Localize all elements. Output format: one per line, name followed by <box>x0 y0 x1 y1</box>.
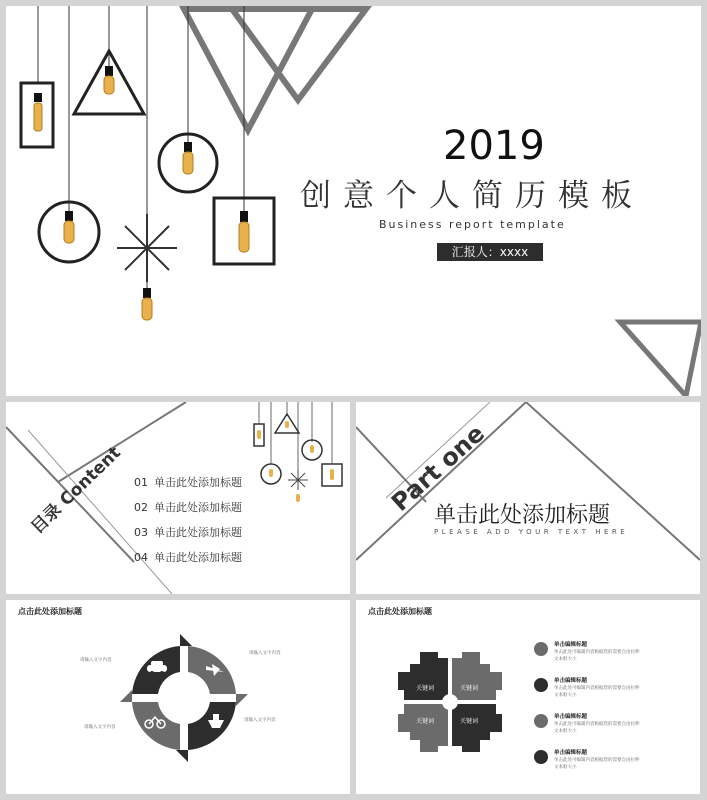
gear-item-text: 单击此处可编辑内容根据您的需要自由拉伸 <box>554 686 640 691</box>
toc-item[interactable] <box>134 499 242 524</box>
toc-item-label: 单击此处添加标题 <box>154 551 242 564</box>
gear-quarter <box>398 704 448 752</box>
gear-keyword: 关键词 <box>460 718 479 725</box>
cycle-segment-bottom-left <box>132 702 180 750</box>
lamp-rectangle-icon <box>21 83 53 147</box>
gear-item[interactable] <box>534 748 694 784</box>
lamp-circle-icon <box>39 202 99 262</box>
gear-keyword: 关键词 <box>416 685 435 692</box>
gear-quarter <box>452 652 502 700</box>
cover-year: 2019 <box>443 123 545 169</box>
toc-item[interactable] <box>134 524 242 549</box>
gear-item-title: 单击编辑标题 <box>554 750 588 756</box>
toc-slide[interactable] <box>6 402 350 594</box>
toc-item-number: 01 <box>134 476 148 489</box>
toc-item-label: 单击此处添加标题 <box>154 526 242 539</box>
cycle-slide[interactable] <box>6 600 350 794</box>
gear-slide[interactable] <box>356 600 700 794</box>
gear-quarter <box>398 652 448 700</box>
toc-item[interactable] <box>134 549 242 574</box>
starburst-icon <box>117 214 177 282</box>
gear-item-text: 单击此处可编辑内容根据您的需要自由拉伸 <box>554 722 640 727</box>
cycle-diagram <box>6 600 350 794</box>
gear-item-text: 文本框大小 <box>554 693 577 698</box>
lamp-circle-icon <box>159 134 217 192</box>
cycle-label: 请输入文字内容 <box>80 658 112 663</box>
gear-keyword: 关键词 <box>460 685 479 692</box>
gear-keyword: 关键词 <box>416 718 435 725</box>
toc-list <box>134 474 242 574</box>
gear-item[interactable] <box>534 712 694 748</box>
lamp-bulb-icon <box>142 288 152 320</box>
toc-item-number: 02 <box>134 501 148 514</box>
gear-item-text: 文本框大小 <box>554 657 577 662</box>
gear-item-title: 单击编辑标题 <box>554 678 588 684</box>
slide-title: 点击此处添加标题 <box>368 607 432 616</box>
part-subtitle: PLEASE ADD YOUR TEXT HERE <box>434 528 629 536</box>
gear-item-text: 文本框大小 <box>554 765 577 770</box>
cycle-label: 请输入文字内容 <box>249 651 281 656</box>
gear-item-text: 单击此处可编辑内容根据您的需要自由拉伸 <box>554 650 640 655</box>
bullet-dot-icon <box>534 750 548 764</box>
cycle-label: 请输入文字内容 <box>84 725 116 730</box>
gear-item-title: 单击编辑标题 <box>554 642 588 648</box>
big-triangles-icon <box>184 9 366 130</box>
gear-item[interactable] <box>534 640 694 676</box>
cycle-label: 请输入文字内容 <box>244 718 276 723</box>
reporter-badge: 汇报人：xxxx <box>437 243 543 261</box>
bullet-dot-icon <box>534 714 548 728</box>
bullet-dot-icon <box>534 642 548 656</box>
toc-item-number: 03 <box>134 526 148 539</box>
gear-quarter <box>452 704 502 752</box>
part-label: Part one <box>386 419 490 517</box>
corner-triangle-icon <box>620 322 701 396</box>
toc-item-label: 单击此处添加标题 <box>154 476 242 489</box>
slide-title: 点击此处添加标题 <box>18 607 82 616</box>
gear-item-title: 单击编辑标题 <box>554 714 588 720</box>
toc-item-number: 04 <box>134 551 148 564</box>
gear-item-text: 单击此处可编辑内容根据您的需要自由拉伸 <box>554 758 640 763</box>
cover-title: 创意个人简历模板 <box>300 178 644 214</box>
toc-heading: 目录 Content <box>27 442 125 538</box>
cover-slide[interactable] <box>6 6 701 396</box>
gear-item-list <box>534 640 694 784</box>
toc-item-label: 单击此处添加标题 <box>154 501 242 514</box>
bullet-dot-icon <box>534 678 548 692</box>
toc-item[interactable] <box>134 474 242 499</box>
gear-hub <box>442 694 458 710</box>
part-one-slide[interactable] <box>356 402 700 594</box>
part-title: 单击此处添加标题 <box>434 503 611 528</box>
cover-subtitle: Business report template <box>379 218 566 231</box>
gear-item-text: 文本框大小 <box>554 729 577 734</box>
gear-item[interactable] <box>534 676 694 712</box>
